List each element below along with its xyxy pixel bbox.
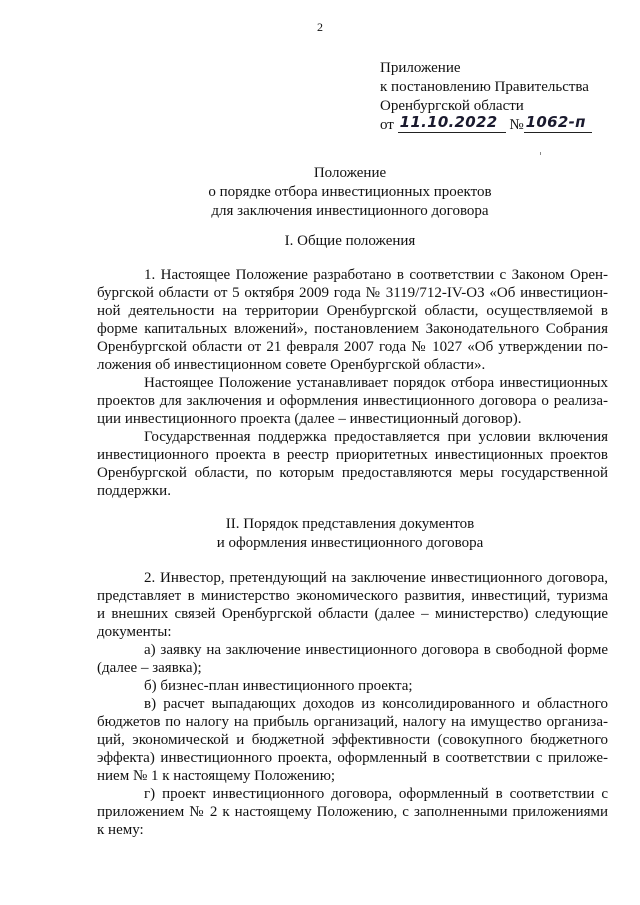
text-line: ной деятельности на территории Оренбургской области, осуществляемой в — [97, 303, 608, 319]
section-1-heading-text: I. Общие положения — [284, 233, 416, 249]
text-line: ложения об инвестиционном совете Оренбургской области». — [97, 357, 486, 373]
text-line: к нему: — [97, 822, 144, 838]
date-prefix: от — [380, 117, 394, 133]
text-line: Государственная поддержка предоставляется при условии включения — [144, 429, 608, 445]
text-line: бюджетов по налогу на прибыль организаций, налогу на имущество организа- — [97, 714, 608, 730]
text-line: 2. Инвестор, претендующий на заключение инвестиционного договора, — [144, 570, 608, 586]
number-field — [524, 113, 592, 133]
text-line: Оренбургской области от 21 февраля 2007 года № 1027 «Об утверждении по- — [97, 339, 608, 355]
text-line: 1. Настоящее Положение разработано в соответствии с Законом Орен- — [144, 267, 608, 283]
scan-speck — [540, 152, 541, 155]
appendix-line-2: к постановлению Правительства — [380, 79, 589, 95]
appendix-date-line — [380, 113, 592, 135]
handwritten-number: 1062-п — [525, 113, 586, 131]
text-line: б) бизнес-план инвестиционного проекта; — [144, 678, 413, 694]
paragraph-2-1 — [97, 569, 608, 587]
section-1-heading — [0, 232, 640, 251]
paragraph-3-cont — [97, 446, 608, 500]
item-d-cont — [97, 803, 608, 839]
item-a-cont — [97, 659, 608, 677]
section-1-body — [97, 266, 608, 500]
date-field — [398, 113, 506, 133]
text-line: поддержки. — [97, 483, 171, 499]
text-line: проектов для заключения и оформления инвестиционного договора о реализа- — [97, 393, 608, 409]
appendix-line-3: Оренбургской области — [380, 98, 524, 114]
section-2-heading-line-1: II. Порядок представления документов — [225, 516, 475, 532]
text-line: инвестиционного проекта в реестр приоритетных инвестиционных проектов — [97, 447, 608, 463]
text-line: ции инвестиционного проекта (далее – инвестиционный договор). — [97, 411, 522, 427]
section-2-heading-line-2: и оформления инвестиционного договора — [216, 535, 484, 551]
text-line: Оренбургской области, по которым предоставляются меры государственной — [97, 465, 608, 481]
title-line-2: о порядке отбора инвестиционных проектов — [208, 184, 492, 200]
title-line-1: Положение — [313, 165, 387, 181]
text-line: форме капитальных вложений», постановлением Законодательного Собрания — [97, 321, 608, 337]
text-line: ций, экономической и бюджетной эффективности (совокупного бюджетного — [97, 732, 608, 748]
page-number: 2 — [317, 20, 323, 34]
text-line: в) расчет выпадающих доходов из консолидированного и областного — [144, 696, 608, 712]
section-2-body — [97, 569, 608, 839]
section-2-heading — [0, 515, 640, 553]
text-line: а) заявку на заключение инвестиционного договора в свободной форме — [144, 642, 608, 658]
text-line: бургской области от 5 октября 2009 года № 3119/712-IV-ОЗ «Об инвестицион- — [97, 285, 608, 301]
handwritten-date: 11.10.2022 — [399, 113, 498, 131]
document-title — [0, 164, 640, 221]
paragraph-1 — [97, 266, 608, 284]
text-line: (далее – заявка); — [97, 660, 202, 676]
appendix-block — [380, 59, 592, 135]
text-line: документы: — [97, 624, 172, 640]
text-line: и внешних связей Оренбургской области (далее – министерство) следующие — [97, 606, 608, 622]
title-line-3: для заключения инвестиционного договора — [211, 203, 489, 219]
appendix-line-1: Приложение — [380, 60, 461, 76]
item-c — [97, 695, 608, 713]
text-line: г) проект инвестиционного договора, оформленный в соответствии с — [144, 786, 608, 802]
item-c-cont — [97, 713, 608, 785]
paragraph-2-1-cont — [97, 587, 608, 641]
paragraph-2 — [97, 374, 608, 392]
paragraph-1-cont — [97, 284, 608, 374]
number-prefix: № — [509, 117, 524, 133]
text-line: эффекта) инвестиционного проекта, оформленный в соответствии с приложе- — [97, 750, 608, 766]
text-line: представляет в министерство экономического развития, инвестиций, туризма — [97, 588, 608, 604]
text-line: приложением № 2 к настоящему Положению, с заполненными приложениями — [97, 804, 608, 820]
item-a — [97, 641, 608, 659]
item-d — [97, 785, 608, 803]
paragraph-3 — [97, 428, 608, 446]
item-b — [97, 677, 608, 695]
paragraph-2-cont — [97, 392, 608, 428]
text-line: Настоящее Положение устанавливает порядок отбора инвестиционных — [144, 375, 608, 391]
text-line: нием № 1 к настоящему Положению; — [97, 768, 336, 784]
